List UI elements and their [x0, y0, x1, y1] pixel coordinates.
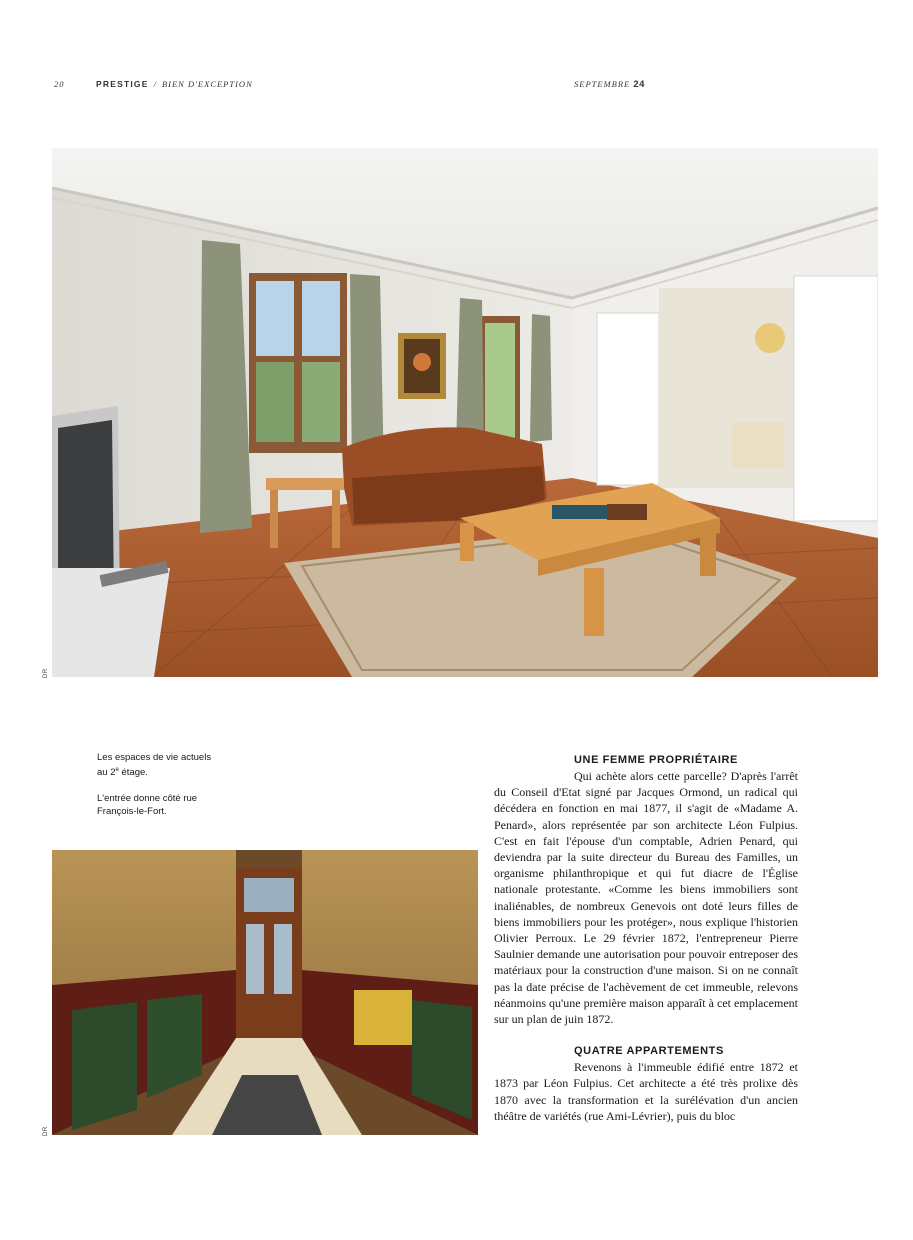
caption-living-room-tail: étage.	[118, 767, 148, 779]
caption-entrance: L'entrée donne côté rue François-le-Fort.	[97, 793, 198, 818]
paragraph-quatre-appartements: Revenons à l'immeuble édifié entre 1872 et 1873 par Léon Fulpius. Cet architecte a été très prolixe dès 1870 avec la transformation et la surélévation d'un ancien théâtre de variétés (rue Ami-Lévrier), puis du bloc	[494, 1060, 798, 1123]
entrance-hall-photo	[52, 850, 478, 1135]
photo-credit-living-room: DR	[43, 668, 49, 678]
issue-date	[574, 79, 645, 90]
issue-year: 24	[633, 79, 645, 90]
living-room-photo	[52, 148, 878, 677]
section-name: BIEN D'EXCEPTION	[161, 79, 253, 89]
paragraph-femme-proprietaire: Qui achète alors cette parcelle? D'après l'arrêt du Conseil d'Etat signé par Jacques Ormond, un radical qui décédera en fonction en mai 1877, il s'agit de «Madame A. Penard», alors représentée par son architecte Léon Fulpius. C'est en fait l'épouse d'un comptable, Adrien Penard, qui deviendra par la suite directeur du Bureau des Familles, un organisme philanthropique et qui fut diacre de l'Église nationale protestante. «Comme les biens immobiliers sont inaliénables, de nombreux Genevois ont doté leurs filles de biens immobiliers pour les protéger», nous explique l'historien Olivier Perroux. Le 29 février 1872, l'entrepreneur Pierre Saulnier demande une autorisation pour pouvoir entreposer des matériaux pour la construction d'une maison. Si on ne connaît pas la date précise de l'achèvement de cet immeuble, relevons néanmoins qu'une première maison apparaît à cet emplacement sur un plan de juin 1872.	[494, 769, 798, 1027]
heading-quatre-appartements: QUATRE APPARTEMENTS	[574, 1045, 724, 1058]
caption-living-room-sup: e	[115, 767, 119, 773]
caption-living-room-text: Les espaces de vie actuels au 2	[97, 752, 212, 779]
photo-credit-entrance: DR	[43, 1126, 49, 1136]
magazine-brand: PRESTIGE	[96, 79, 149, 89]
running-header	[96, 79, 253, 89]
header-separator: /	[153, 79, 157, 89]
heading-femme-proprietaire: UNE FEMME PROPRIÉTAIRE	[574, 754, 738, 766]
photo-captions	[97, 751, 217, 831]
article-body	[494, 752, 798, 1124]
page-number: 20	[54, 79, 65, 89]
issue-month: SEPTEMBRE	[574, 79, 631, 89]
caption-living-room	[97, 751, 217, 779]
